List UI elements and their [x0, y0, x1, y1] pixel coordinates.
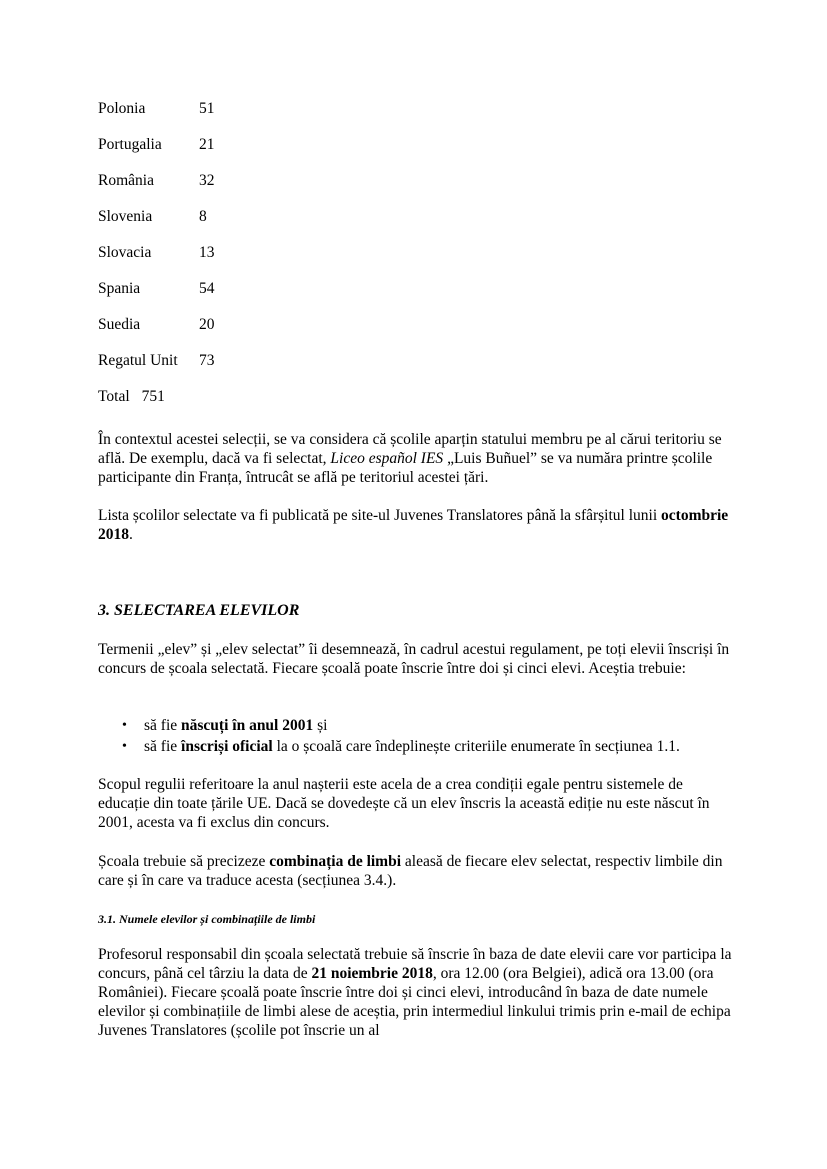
country-value: 73: [199, 352, 215, 369]
country-value: 8: [199, 208, 207, 225]
bold-text: combinația de limbi: [269, 853, 402, 870]
text-span: să fie: [144, 738, 182, 755]
country-value: 32: [199, 172, 215, 189]
country-row: [98, 99, 215, 118]
text-span: aleasă de fiecare elev selectat, respectiv limbile din care și în care va traduce acesta (secțiunea 3.4.).: [98, 853, 723, 889]
text-span: la o școală care îndeplinește criteriile enumerate în secțiunea 1.1.: [272, 738, 680, 755]
context-paragraph: [98, 430, 738, 487]
list-item: [98, 716, 738, 737]
date-bold: 21 noiembrie 2018: [311, 965, 433, 982]
total-label: Total: [98, 388, 130, 405]
country-name: Suedia: [98, 316, 141, 333]
total-row: [98, 387, 165, 406]
text-span: , ora 12.00 (ora Belgiei), adică ora 13.00 (ora României). Fiecare școală poate înscrie între doi și cinci elevi, introducând în baza de date numele elevilor și combinațiile de limbi alese de aceștia, prin intermediul linkului trimis prin e-mail de echipa Juvenes Translatores (școlile pot înscrie un al: [98, 965, 731, 1039]
text-span: .: [129, 526, 133, 543]
rule-paragraph: Scopul regulii referitoare la anul nașterii este acela de a crea condiții egale pentru sistemele de educație din toate țările UE. Dacă se dovedește că un elev înscris la această ediție nu este născut în 2001, acesta va fi exclus din concurs.: [98, 776, 710, 831]
text-span: „Luis Buñuel” se va număra printre școlile participante din Franța, întrucât se află pe teritoriul acestei țări.: [98, 450, 713, 486]
country-row: [98, 315, 215, 334]
country-row: [98, 279, 215, 298]
combination-paragraph: [98, 852, 738, 890]
text-span: Profesorul responsabil din școala selectată trebuie să înscrie în baza de date elevii care vor participa la concurs, până cel târziu la data de: [98, 946, 732, 982]
bold-text: înscriși oficial: [181, 738, 273, 755]
country-row: [98, 171, 215, 190]
date-bold: octombrie 2018: [98, 507, 729, 543]
country-name: Regatul Unit: [98, 352, 178, 369]
country-row: [98, 207, 207, 226]
total-value: 751: [141, 388, 165, 405]
country-name: Slovenia: [98, 208, 153, 225]
list-item: [98, 737, 738, 758]
school-name-italic: Liceo español IES: [330, 450, 444, 467]
country-name: Portugalia: [98, 136, 162, 153]
country-name: Spania: [98, 280, 141, 297]
country-row: [98, 243, 215, 262]
country-name: Polonia: [98, 100, 146, 117]
text-span: să fie: [144, 717, 182, 734]
text-span: Școala trebuie să precizeze: [98, 853, 270, 870]
teacher-paragraph: [98, 945, 738, 1040]
country-name: Slovacia: [98, 244, 152, 261]
requirements-list: [98, 716, 738, 758]
bold-text: născuți în anul 2001: [181, 717, 314, 734]
text-span: În contextul acestei selecții, se va considera că școlile aparțin statului membru pe al cărui teritoriu se află. De exemplu, dacă va fi selectat,: [98, 431, 722, 467]
country-value: 13: [199, 244, 215, 261]
country-name: România: [98, 172, 154, 189]
country-value: 51: [199, 100, 215, 117]
text-span: și: [313, 717, 328, 734]
text-span: Lista școlilor selectate va fi publicată pe site-ul Juvenes Translatores până la sfârșitul lunii: [98, 507, 662, 524]
terms-paragraph: Termenii „elev” și „elev selectat” îi desemnează, în cadrul acestui regulament, pe toți elevii înscriși în concurs de școala selectată. Fiecare școală poate înscrie între doi și cinci elevi. Aceștia trebuie:: [98, 641, 730, 677]
subsection-heading: 3.1. Numele elevilor și combinațiile de limbi: [98, 912, 316, 926]
list-publication-paragraph: [98, 506, 738, 544]
country-value: 21: [199, 136, 215, 153]
country-row: [98, 135, 215, 154]
country-value: 54: [199, 280, 215, 297]
section-heading: 3. SELECTAREA ELEVILOR: [98, 602, 300, 619]
country-row: [98, 351, 215, 370]
country-value: 20: [199, 316, 215, 333]
